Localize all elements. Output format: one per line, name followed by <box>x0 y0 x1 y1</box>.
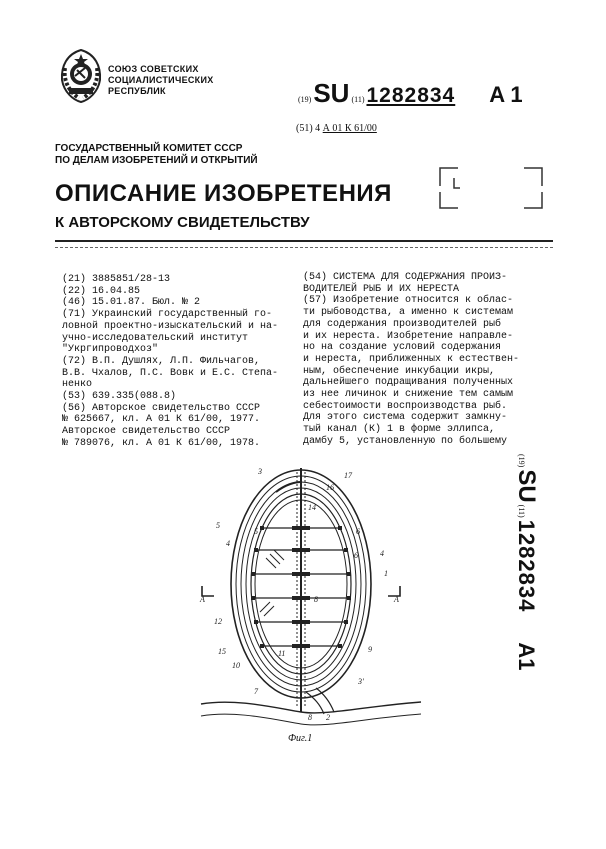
figure-label: 11 <box>278 649 286 658</box>
abstract-line: Для этого система содержит замкну- <box>303 412 508 424</box>
abstract-line: дальнейшего подращивания полученных <box>303 377 514 389</box>
biblio-line: (71) Украинский государственный го- <box>62 309 273 321</box>
abstract-line: из нее личинок и снижение тем самым <box>303 389 514 401</box>
committee-line: ГОСУДАРСТВЕННЫЙ КОМИТЕТ СССР <box>55 143 243 154</box>
biblio-line: (72) В.П. Душлях, Л.П. Фильчагов, <box>62 355 261 367</box>
biblio-line: (56) Авторское свидетельство СССР <box>62 402 261 414</box>
biblio-line: № 625667, кл. А 01 К 61/00, 1977. <box>62 414 261 426</box>
side-patent-number-value: 1282834 <box>514 519 539 613</box>
document-title: ОПИСАНИЕ ИЗОБРЕТЕНИЯ <box>55 180 392 207</box>
side-inid-11: (11) <box>517 504 526 518</box>
side-inid-19: (19) <box>517 454 526 468</box>
biblio-line: (53) 639.335(088.8) <box>62 391 177 403</box>
bibliographic-data <box>62 274 300 450</box>
biblio-line: (46) 15.01.87. Бюл. № 2 <box>62 297 201 309</box>
ipc-code-label: (51) 4 <box>296 123 321 134</box>
biblio-line: (22) 16.04.85 <box>62 285 141 297</box>
abstract-line: дамбу 5, установленную по большему <box>303 435 508 447</box>
abstract-line: и нереста, приближенных к естествен- <box>303 353 520 365</box>
figure-label: 8 <box>314 595 318 604</box>
figure-label: 7 <box>254 687 258 696</box>
biblio-line: ненко <box>62 379 93 391</box>
abstract-line: для содержания производителей рыб <box>303 318 502 330</box>
figure-label: 2 <box>326 713 330 722</box>
biblio-line: (21) 3885851/28-13 <box>62 274 171 285</box>
ipc-value: А 01 К 61/00 <box>322 123 377 134</box>
committee-line: ПО ДЕЛАМ ИЗОБРЕТЕНИЙ И ОТКРЫТИЙ <box>55 155 258 166</box>
biblio-line: "Укргипроводхоз" <box>62 344 159 356</box>
figure-label: A <box>200 595 205 604</box>
committee-block <box>55 143 258 167</box>
org-line: РЕСПУБЛИК <box>108 86 166 96</box>
side-kind-code: A1 <box>514 642 539 671</box>
biblio-line: В.В. Чхалов, П.С. Вовк и Е.С. Степа- <box>62 367 279 379</box>
document-subtitle: К АВТОРСКОМУ СВИДЕТЕЛЬСТВУ <box>55 214 310 231</box>
figure-label: 15 <box>218 647 226 656</box>
invention-title-line: (54) СИСТЕМА ДЛЯ СОДЕРЖАНИЯ ПРОИЗ- <box>303 272 508 283</box>
figure-label: 10 <box>232 661 240 670</box>
org-line: СОЦИАЛИСТИЧЕСКИХ <box>108 75 214 85</box>
publication-number-line <box>296 78 523 109</box>
figure-label: 17 <box>344 471 352 480</box>
figure-label: 9 <box>368 645 372 654</box>
figure-label: A <box>394 595 399 604</box>
biblio-line: учно-исследовательский институт <box>62 332 249 344</box>
figure-label: 5 <box>254 527 258 536</box>
figure-label: 4 <box>226 539 230 548</box>
biblio-line: № 789076, кл. А 01 К 61/00, 1978. <box>62 437 261 449</box>
technical-drawing <box>196 462 426 732</box>
figure-label: 5 <box>216 521 220 530</box>
abstract-line: (57) Изобретение относится к облас- <box>303 295 514 307</box>
abstract-line: но на создание условий содержания <box>303 342 502 354</box>
country-code: SU <box>313 78 350 108</box>
invention-title-line: ВОДИТЕЛЕЙ РЫБ И ИХ НЕРЕСТА <box>303 283 460 295</box>
biblio-line: ловной проектно-изыскательский и на- <box>62 320 279 332</box>
figure-label: 8 <box>308 713 312 722</box>
side-country-code: SU <box>513 469 540 503</box>
ussr-emblem <box>55 46 107 104</box>
figure-label: 3' <box>358 677 364 686</box>
abstract-line: и их нереста. Изобретение направле- <box>303 330 514 342</box>
abstract-column <box>303 272 555 448</box>
ipc-classification <box>296 123 377 134</box>
figure-label: 16 <box>326 483 334 492</box>
registration-mark <box>438 166 544 210</box>
inid-code-11: (11) <box>351 95 365 104</box>
abstract-line: себестоимости воспроизводства рыб. <box>303 400 508 412</box>
figure-label: 14 <box>308 503 316 512</box>
figure-label: 1 <box>384 569 388 578</box>
side-patent-number <box>513 452 560 702</box>
abstract-line: ти рыбоводства, а именно к системам <box>303 307 514 319</box>
figure-label: 4 <box>380 549 384 558</box>
biblio-line: Авторское свидетельство СССР <box>62 426 231 438</box>
header-divider-dashed <box>55 247 553 248</box>
issuing-country-block <box>108 64 214 97</box>
inid-code-19: (19) <box>298 95 312 104</box>
org-line: СОЮЗ СОВЕТСКИХ <box>108 64 199 74</box>
figure-caption: Фиг.1 <box>288 733 313 744</box>
abstract-line: тый канал (К) 1 в форме эллипса, <box>303 424 496 436</box>
figure-label: 6 <box>356 527 360 536</box>
abstract-line: ным, обеспечение инкубации икры, <box>303 365 496 377</box>
figure-label: 12 <box>214 617 222 626</box>
kind-code: A 1 <box>489 82 523 107</box>
figure-label: 6 <box>354 551 358 560</box>
figure-label: 3 <box>258 467 262 476</box>
patent-number: 1282834 <box>366 84 456 107</box>
header-divider <box>55 240 553 242</box>
